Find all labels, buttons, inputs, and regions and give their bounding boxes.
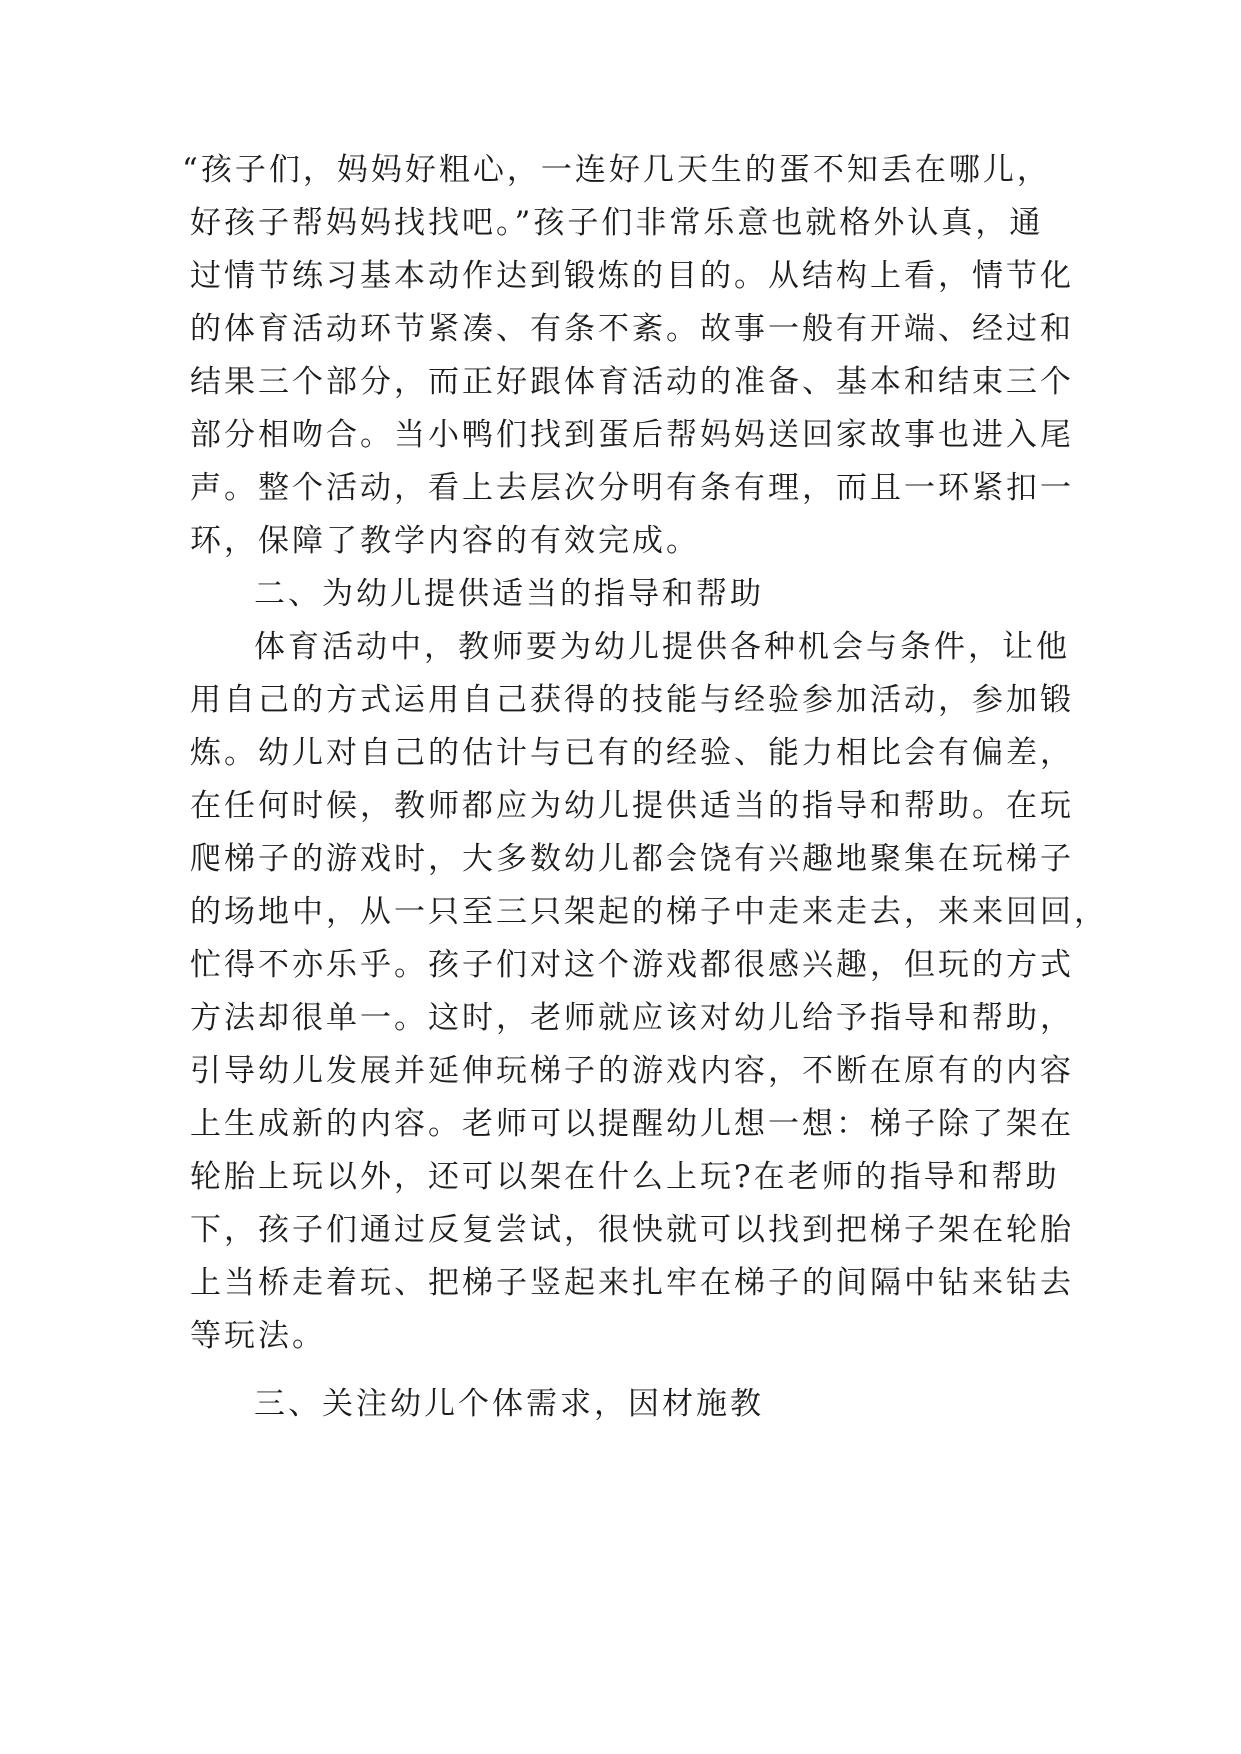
text-line: 环，保障了教学内容的有效完成。 — [190, 523, 700, 559]
text-line: 的场地中，从一只至三只架起的梯子中走来走去，来来回回， — [190, 894, 1108, 930]
text-line: 用自己的方式运用自己获得的技能与经验参加活动，参加锻 — [190, 682, 1074, 718]
section-heading: 三、关注幼儿个体需求，因材施教 — [254, 1386, 764, 1422]
text-line: 上当桥走着玩、把梯子竖起来扎牢在梯子的间隔中钻来钻去 — [190, 1265, 1074, 1301]
text-line: 等玩法。 — [190, 1318, 326, 1354]
text-line: 爬梯子的游戏时，大多数幼儿都会饶有兴趣地聚集在玩梯子 — [190, 841, 1074, 877]
text-line: 在任何时候，教师都应为幼儿提供适当的指导和帮助。在玩 — [190, 788, 1074, 824]
text-line: 方法却很单一。这时，老师就应该对幼儿给予指导和帮助， — [190, 1000, 1074, 1036]
text-line: 结果三个部分，而正好跟体育活动的准备、基本和结束三个 — [190, 364, 1074, 400]
text-line: 下，孩子们通过反复尝试，很快就可以找到把梯子架在轮胎 — [190, 1212, 1074, 1248]
text-line: 炼。幼儿对自己的估计与已有的经验、能力相比会有偏差， — [190, 735, 1074, 771]
text-line: 引导幼儿发展并延伸玩梯子的游戏内容，不断在原有的内容 — [190, 1053, 1074, 1089]
text-line: 轮胎上玩以外，还可以架在什么上玩?在老师的指导和帮助 — [190, 1159, 1060, 1195]
text-line: 过情节练习基本动作达到锻炼的目的。从结构上看，情节化 — [190, 258, 1074, 294]
text-line: 忙得不亦乐乎。孩子们对这个游戏都很感兴趣，但玩的方式 — [190, 947, 1074, 983]
text-line: 部分相吻合。当小鸭们找到蛋后帮妈妈送回家故事也进入尾 — [190, 417, 1074, 453]
text-line: 好孩子帮妈妈找找吧。”孩子们非常乐意也就格外认真，通 — [190, 205, 1044, 241]
text-line: 的体育活动环节紧凑、有条不紊。故事一般有开端、经过和 — [190, 311, 1074, 347]
text-line: 上生成新的内容。老师可以提醒幼儿想一想：梯子除了架在 — [190, 1106, 1074, 1142]
text-line: “孩子们，妈妈好粗心，一连好几天生的蛋不知丢在哪儿， — [182, 152, 1051, 188]
text-line: 声。整个活动，看上去层次分明有条有理，而且一环紧扣一 — [190, 470, 1074, 506]
section-heading: 二、为幼儿提供适当的指导和帮助 — [254, 576, 764, 612]
text-line: 体育活动中，教师要为幼儿提供各种机会与条件，让他 — [254, 629, 1070, 665]
